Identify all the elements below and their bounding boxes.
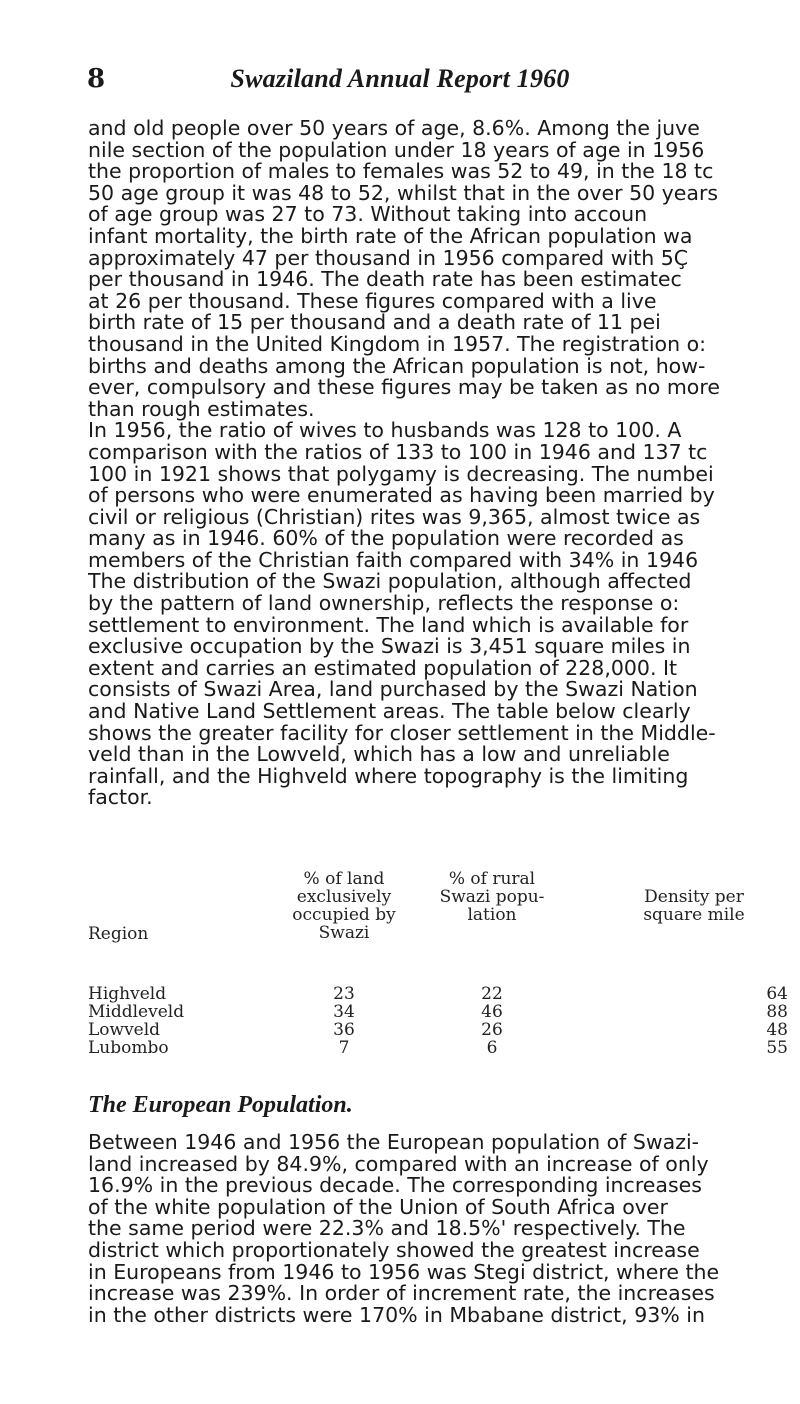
header-line: Swazi popu- [439,887,545,907]
text-line: the proportion of males to females was 52 to 49, in the 18 tс [88,159,714,184]
text-line: land increased by 84.9%, compared with an increase of only [88,1151,709,1176]
text-line: settlement to environment. The land which is available for [88,612,689,637]
cell-region: Lowveld [88,1020,161,1040]
text-line: in Europeans from 1946 to 1956 was Stegi district, where the [88,1259,720,1284]
text-line: comparison with the ratios of 133 to 100 in 1946 and 137 tc [88,439,708,464]
text-line: consists of Swazi Area, land purchased by the Swazi Nation [88,677,698,702]
header-line: % of land [303,869,385,889]
page-number: 8 [87,64,106,94]
cell-land: 36 [333,1020,355,1040]
table-row [88,985,800,1003]
text-line: many as in 1946. 60% of the population were recorded as [88,526,684,551]
header-line: lation [467,905,517,925]
cell-land: 7 [338,1038,350,1058]
text-line: approximately 47 per thousand in 1956 compared with 5Ç [88,245,689,270]
cell-region: Middleveld [88,1002,185,1022]
header-line: occupied by [292,905,396,925]
cell-density: 64 [766,984,788,1004]
text-line: of the white population of the Union of South Africa over [88,1194,668,1219]
page-header [0,60,800,100]
cell-density: 55 [766,1038,788,1058]
running-title: Swaziland Annual Report 1960 [230,64,570,93]
table-row [88,1003,800,1021]
column-header-land-occupied [274,870,414,942]
column-header-rural-population [422,870,562,924]
text-line: birth rate of 15 per thousand and a death rate of 11 pei [88,310,661,335]
section-paragraph [88,1132,800,1326]
cell-rural: 26 [481,1020,503,1040]
text-line: thousand in the United Kingdom in 1957. The registration o: [88,331,707,356]
text-line: births and deaths among the African population is not, how- [88,353,706,378]
table-row [88,1039,800,1057]
cell-region: Lubombo [88,1038,169,1058]
population-density-table [88,870,800,1070]
text-line: per thousand in 1946. The death rate has been estimateс [88,267,682,292]
header-line: square mile [643,905,745,925]
header-line: Swazi [318,923,370,943]
text-line: civil or religious (Christian) rites was 9,365, almost twice as [88,504,701,529]
text-line: than rough estimates. [88,396,315,421]
text-line: district which proportionately showed the greatest increase [88,1237,700,1262]
text-line: 50 age group it was 48 to 52, whilst that in the over 50 years [88,180,719,205]
text-line: shows the greater facility for closer settlement in the Middle- [88,720,716,745]
text-line: rainfall, and the Highveld where topography is the limiting [88,763,689,788]
text-line: infant mortality, the birth rate of the African population wa [88,223,693,248]
text-line: at 26 per thousand. These figures compared with a live [88,288,657,313]
cell-rural: 46 [481,1002,503,1022]
text-line: 100 in 1921 shows that polygamy is decreasing. The numbei [88,461,714,486]
text-line: and Native Land Settlement areas. The table below clearly [88,699,691,724]
text-line: In 1956, the ratio of wives to husbands was 128 to 100. A [88,418,682,443]
text-line: members of the Christian faith compared with 34% in 1946 [88,547,699,572]
column-header-region: Region [88,924,149,944]
text-line: the same period were 22.3% and 18.5%' respectively. The [88,1216,686,1241]
text-line: extent and carries an estimated population of 228,000. It [88,655,678,680]
text-line: veld than in the Lowveld, which has a low and unreliable [88,742,670,767]
text-line: of age group was 27 to 73. Without taking into accoun [88,202,648,227]
text-line: in the other districts were 170% in Mbabane district, 93% in [88,1302,705,1327]
text-line: Between 1946 and 1956 the European population of Swazi- [88,1132,700,1154]
text-line: The distribution of the Swazi population, although affected [88,569,692,594]
header-line: exclusively [296,887,392,907]
header-line: Density per [644,887,744,907]
cell-land: 23 [333,984,355,1004]
text-line: ever, compulsory and these figures may be taken as no more [88,375,720,400]
text-line: 16.9% in the previous decade. The corresponding increases [88,1173,702,1198]
text-line: factor. [88,785,153,809]
cell-region: Highveld [88,984,167,1004]
cell-rural: 22 [481,984,503,1004]
text-line: exclusive occupation by the Swazi is 3,451 square miles in [88,634,691,659]
text-line: and old people over 50 years of age, 8.6%. Among the juve [88,118,700,140]
cell-land: 34 [333,1002,355,1022]
cell-rural: 6 [486,1038,498,1058]
table-row [88,1021,800,1039]
text-line: by the pattern of land ownership, reflects the response o: [88,591,680,616]
text-line: increase was 239%. In order of increment rate, the increases [88,1281,715,1306]
section-heading: The European Population. [88,1092,353,1118]
cell-density: 88 [766,1002,788,1022]
body-paragraphs [88,118,800,809]
column-header-density [596,888,792,924]
text-line: of persons who were enumerated as having been married by [88,483,715,508]
text-line: nile section of the population under 18 years of age in 1956 [88,137,705,162]
cell-density: 48 [766,1020,788,1040]
header-line: % of rural [448,869,536,889]
